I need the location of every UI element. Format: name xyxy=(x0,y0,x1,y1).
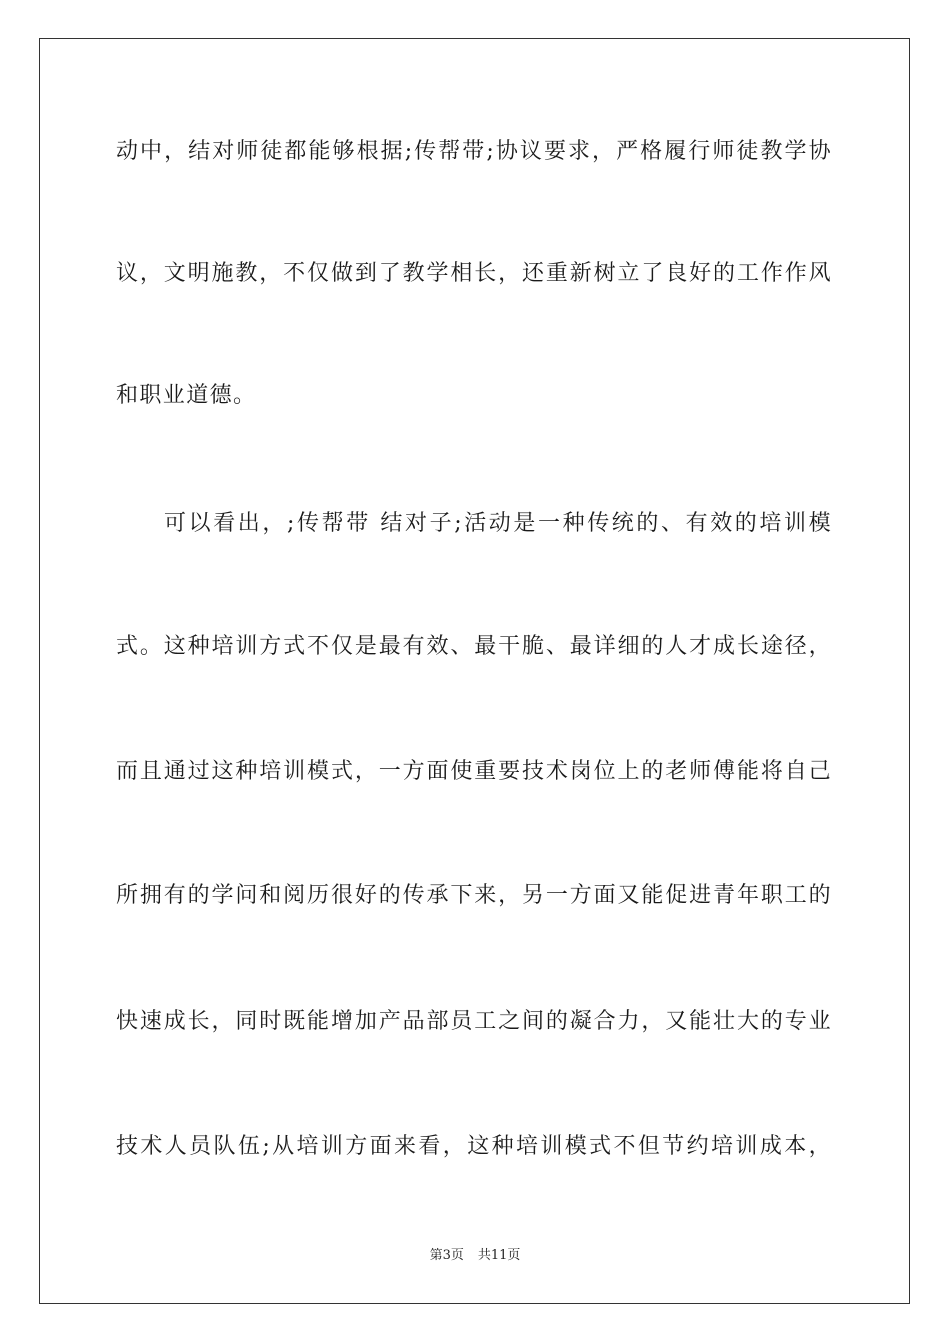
text-line-7: 所拥有的学问和阅历很好的传承下来，另一方面又能促进青年职工的 xyxy=(116,883,832,908)
text-line-3: 和职业道德。 xyxy=(116,383,257,408)
page-footer xyxy=(0,1247,950,1265)
text-line-9: 技术人员队伍;从培训方面来看，这种培训模式不但节约培训成本， xyxy=(116,1134,832,1159)
page-number-current: 第3页 xyxy=(429,1248,464,1263)
text-line-1: 动中，结对师徒都能够根据;传帮带;协议要求，严格履行师徒教学协 xyxy=(116,139,832,164)
text-line-2: 议，文明施教，不仅做到了教学相长，还重新树立了良好的工作作风 xyxy=(116,261,832,286)
text-line-4: 可以看出，;传帮带 结对子;活动是一种传统的、有效的培训模 xyxy=(164,511,832,536)
text-line-6: 而且通过这种培训模式，一方面使重要技术岗位上的老师傅能将自己 xyxy=(116,759,832,784)
text-line-8: 快速成长，同时既能增加产品部员工之间的凝合力，又能壮大的专业 xyxy=(116,1009,832,1034)
text-line-5: 式。这种培训方式不仅是最有效、最干脆、最详细的人才成长途径， xyxy=(116,634,832,659)
page-number-total: 共11页 xyxy=(477,1248,521,1263)
page-frame xyxy=(39,38,910,1304)
